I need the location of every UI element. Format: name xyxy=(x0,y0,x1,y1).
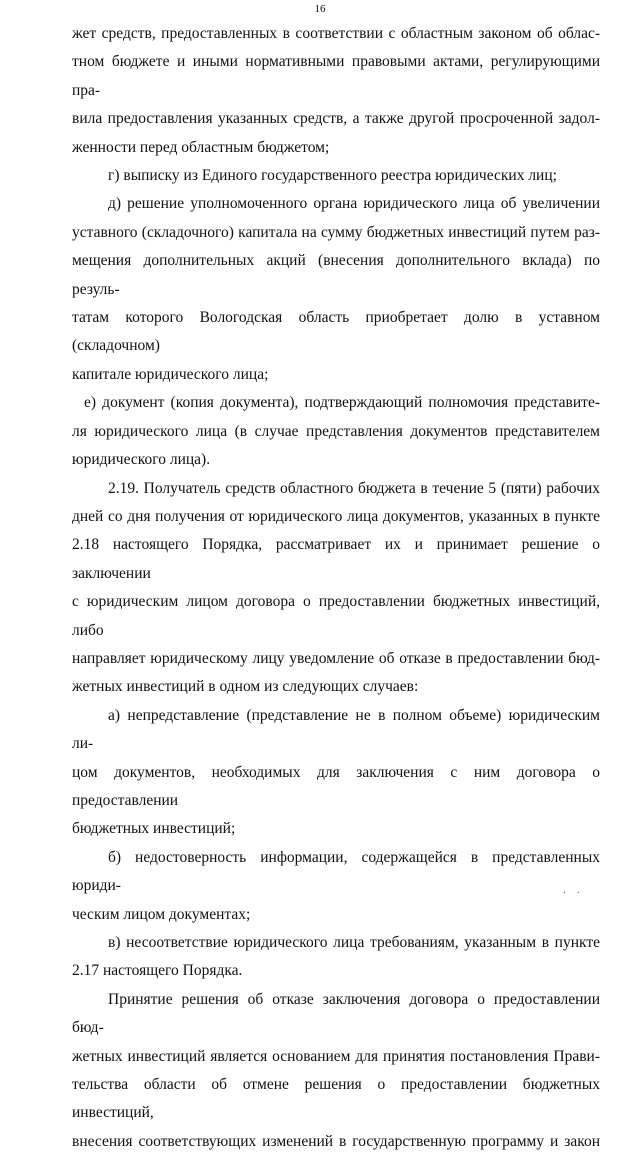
text-line: юридического лица). xyxy=(72,451,211,469)
text-line: г) выписку из Единого государственного реестра юридических лиц; xyxy=(108,167,557,185)
paragraph-item-b xyxy=(72,844,600,929)
text-line: дней со дня получения от юридического лица документов, указанных в пункте xyxy=(72,507,600,525)
paragraph-continuation xyxy=(72,20,600,162)
text-line: ческим лицом документах; xyxy=(72,905,251,923)
paragraph-item-v xyxy=(72,929,600,986)
text-line: мещения дополнительных акций (внесения дополнительного вклада) по резуль- xyxy=(72,252,600,298)
paragraph-item-d xyxy=(72,190,600,389)
text-line: е) документ (копия документа), подтверждающий полномочия представите- xyxy=(84,394,600,412)
text-line: тном бюджете и иными нормативными правовыми актами, регулирующими пра- xyxy=(72,53,600,99)
text-line: татам которого Вологодская область приобретает долю в уставном (складочном) xyxy=(72,309,600,355)
text-line: Принятие решения об отказе заключения договора о предоставлении бюд- xyxy=(72,990,600,1037)
text-line: уставного (складочного) капитала на сумму бюджетных инвестиций путем раз- xyxy=(72,223,600,241)
text-line: женности перед областным бюджетом; xyxy=(72,138,330,156)
text-line: 2.18 настоящего Порядка, рассматривает их и принимает решение о заключении xyxy=(72,536,600,582)
paragraph-item-a xyxy=(72,702,600,844)
text-line: в) несоответствие юридического лица требованиям, указанным в пункте xyxy=(108,934,600,951)
text-line: внесения соответствующих изменений в государственную программу и закон xyxy=(72,1132,600,1150)
text-line: 2.17 настоящего Порядка. xyxy=(72,962,243,980)
text-line: цом документов, необходимых для заключения с ним договора о предоставлении xyxy=(72,763,600,809)
text-line: ля юридического лица (в случае представления документов представителем xyxy=(72,422,600,440)
paragraph-refusal-decision xyxy=(72,986,600,1156)
text-line: капитале юридического лица; xyxy=(72,365,269,383)
text-line: бюджетных инвестиций; xyxy=(72,820,236,838)
text-line: направляет юридическому лицу уведомление об отказе в предоставлении бюд- xyxy=(72,649,600,667)
text-line: д) решение уполномоченного органа юридического лица об увеличении xyxy=(108,195,600,213)
text-line: тельства области об отмене решения о предоставлении бюджетных инвестиций, xyxy=(72,1076,600,1122)
text-line: жет средств, предоставленных в соответствии с областным законом об облас- xyxy=(72,25,600,42)
paragraph-section-2-19 xyxy=(72,475,600,702)
text-line: а) непредставление (представление не в полном объеме) юридическим ли- xyxy=(72,706,600,753)
text-line: 2.19. Получатель средств областного бюджета в течение 5 (пяти) рабочих xyxy=(108,479,600,497)
corner-mark: · · xyxy=(562,888,584,899)
text-line: с юридическим лицом договора о предоставлении бюджетных инвестиций, либо xyxy=(72,593,600,639)
text-line: жетных инвестиций является основанием для принятия постановления Прави- xyxy=(72,1047,600,1065)
document-body xyxy=(72,20,600,1156)
paragraph-item-g xyxy=(72,162,600,190)
paragraph-item-e xyxy=(72,389,600,474)
text-line: жетных инвестиций в одном из следующих случаев: xyxy=(72,678,419,696)
text-line: вила предоставления указанных средств, а также другой просроченной задол- xyxy=(72,110,600,128)
text-line: б) недостоверность информации, содержащейся в представленных юриди- xyxy=(72,848,600,895)
page-number: 16 xyxy=(314,3,326,15)
